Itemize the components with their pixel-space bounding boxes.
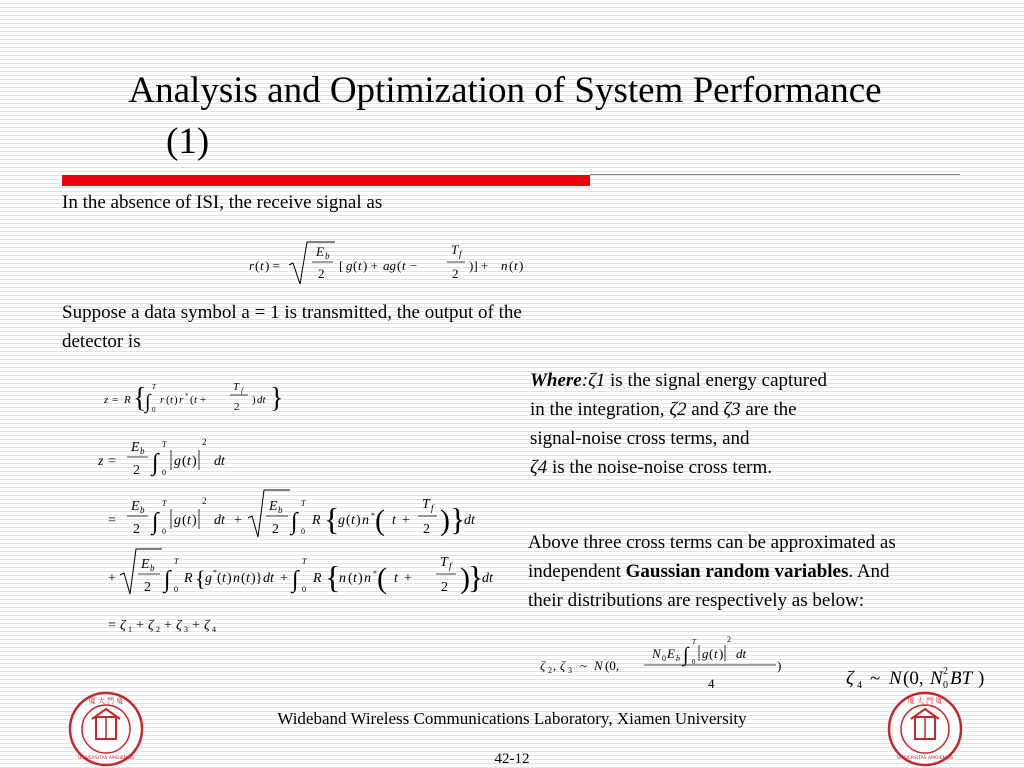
svg-text:0: 0 (692, 658, 696, 666)
svg-text:n: n (362, 513, 369, 528)
svg-text:2: 2 (318, 266, 325, 281)
svg-text:{: { (324, 501, 340, 537)
svg-text:*: * (213, 568, 217, 577)
svg-text:(: ( (375, 504, 385, 537)
svg-text:t: t (187, 513, 191, 528)
svg-text:1: 1 (128, 625, 132, 634)
svg-text:dt: dt (257, 394, 266, 406)
svg-text:dt: dt (263, 571, 274, 586)
svg-text:*: * (371, 511, 375, 520)
svg-text:3: 3 (184, 625, 188, 634)
svg-text:2: 2 (133, 463, 140, 478)
where-line4-end: is the noise-noise cross term. (547, 457, 772, 478)
seal-chars-left: 厦 大 門 厦 (88, 697, 124, 705)
svg-text:): ) (719, 646, 724, 661)
svg-text:+: + (136, 618, 144, 633)
svg-text:): ) (358, 571, 363, 586)
svg-text:f: f (241, 387, 243, 395)
svg-text:(: ( (509, 258, 514, 273)
svg-text:=: = (108, 618, 116, 633)
svg-text:+: + (164, 618, 172, 633)
svg-text:): ) (192, 454, 197, 469)
svg-text:=: = (108, 454, 116, 469)
above-line2-start: independent (528, 561, 626, 582)
svg-text:g: g (205, 571, 212, 586)
svg-text:t: t (246, 571, 250, 586)
zeta3-symbol: ζ3 (723, 399, 741, 420)
svg-text:E: E (316, 244, 324, 259)
where-line3: signal-noise cross terms, and (530, 428, 750, 449)
svg-text:0: 0 (662, 654, 666, 663)
svg-text:z: z (98, 454, 104, 469)
svg-text:)] +: )] + (469, 258, 489, 273)
svg-text:2: 2 (727, 635, 731, 644)
svg-text:2: 2 (202, 437, 207, 447)
svg-text:t: t (194, 394, 198, 406)
svg-text:ζ: ζ (560, 658, 566, 673)
svg-text:ζ: ζ (176, 618, 182, 633)
equation-zeta23-distribution (536, 630, 796, 692)
svg-text:dt: dt (482, 571, 493, 586)
svg-text:(0,: (0, (605, 658, 620, 673)
svg-text:=: = (112, 394, 119, 406)
svg-text:b: b (140, 446, 145, 456)
svg-text:f: f (459, 249, 462, 259)
svg-text:4: 4 (212, 625, 216, 634)
zeta4-symbol: ζ4 (530, 457, 548, 478)
svg-text:dt: dt (736, 646, 747, 661)
svg-text:t: t (222, 571, 226, 586)
svg-text:*: * (185, 392, 189, 400)
svg-text:f: f (431, 503, 434, 513)
svg-text:): ) (777, 658, 782, 673)
where-line2 (530, 395, 950, 424)
svg-text:T: T (301, 499, 306, 508)
svg-text:+: + (402, 513, 410, 528)
svg-text:{: { (133, 383, 147, 414)
suppose-text-line1: Suppose a data symbol a = 1 is transmitted, the output of the (62, 302, 522, 323)
svg-text:+: + (108, 571, 116, 586)
svg-text:2: 2 (202, 496, 207, 506)
svg-text:(: ( (166, 394, 170, 406)
svg-text:N: N (889, 668, 902, 689)
svg-text:t: t (714, 646, 718, 661)
svg-text:b: b (676, 654, 680, 663)
svg-text:T: T (692, 638, 696, 646)
svg-text:3: 3 (568, 666, 572, 675)
svg-text:r: r (179, 394, 184, 406)
svg-text:∫: ∫ (291, 509, 298, 535)
svg-text:): ) (460, 562, 470, 595)
svg-text:b: b (325, 251, 330, 261)
svg-text:∫: ∫ (292, 567, 299, 593)
svg-text:~: ~ (580, 658, 588, 673)
svg-text:): ) (174, 394, 178, 406)
svg-text:): ) (227, 571, 232, 586)
svg-text:(: ( (217, 571, 222, 586)
zeta1-symbol: ζ1 (588, 370, 606, 391)
svg-text:r: r (249, 258, 255, 273)
svg-text:dt: dt (214, 454, 225, 469)
where-line1: Where:ζ1 is the signal energy captured (530, 370, 828, 391)
svg-text:0: 0 (152, 406, 156, 414)
where-label: Where (530, 370, 582, 391)
svg-text:g: g (174, 454, 181, 469)
svg-text:): ) (978, 668, 985, 689)
svg-text:): ) (356, 513, 361, 528)
svg-text:T: T (440, 555, 448, 570)
svg-text:(: ( (255, 258, 260, 273)
seal-text-left: UNIVERSITAS AMOIENSIS (77, 756, 135, 761)
svg-text:t: t (394, 571, 398, 586)
svg-text:=: = (108, 513, 116, 528)
svg-text:2: 2 (156, 625, 160, 634)
equation-detector-output (100, 374, 300, 424)
svg-text:0: 0 (162, 527, 166, 536)
svg-text:(: ( (709, 646, 714, 661)
svg-text:~: ~ (870, 668, 881, 689)
svg-text:dt: dt (464, 513, 475, 528)
svg-text:g: g (174, 513, 181, 528)
svg-text:(: ( (348, 571, 353, 586)
svg-text:T: T (302, 557, 307, 566)
svg-text:R: R (124, 394, 131, 406)
svg-text:*: * (373, 569, 377, 578)
svg-text:E: E (269, 499, 278, 514)
svg-text:R: R (184, 571, 193, 586)
svg-text:2: 2 (452, 266, 459, 281)
svg-text:): ) (440, 504, 450, 537)
svg-text:∫: ∫ (164, 567, 171, 593)
svg-text:∫: ∫ (152, 450, 159, 476)
svg-text:}: } (270, 383, 284, 414)
and-word: and (686, 399, 724, 420)
svg-text:g: g (702, 646, 709, 661)
svg-text:ζ: ζ (148, 618, 154, 633)
svg-text:4: 4 (857, 680, 862, 691)
svg-text:+: + (404, 571, 412, 586)
svg-text:2: 2 (133, 522, 140, 537)
svg-text:E: E (131, 440, 140, 455)
above-line1: Above three cross terms can be approximated as (528, 532, 896, 553)
footer-lab-name: Wideband Wireless Communications Laboratory, Xiamen University (277, 709, 747, 728)
svg-text:): ) (192, 513, 197, 528)
svg-text:2: 2 (423, 522, 430, 537)
svg-text:)}: )} (251, 571, 263, 586)
svg-text:(: ( (190, 394, 194, 406)
svg-text:t: t (351, 513, 355, 528)
intro-text: In the absence of ISI, the receive signal as (62, 192, 383, 213)
svg-text:T: T (152, 383, 156, 391)
svg-text:z: z (104, 394, 109, 406)
equation-expanded-output (92, 432, 512, 637)
svg-text:(: ( (182, 454, 187, 469)
above-line2 (528, 557, 1024, 586)
svg-text:+: + (192, 618, 200, 633)
svg-text:(: ( (182, 513, 187, 528)
svg-text:2: 2 (144, 580, 151, 595)
svg-text:4: 4 (708, 676, 715, 691)
svg-text:T: T (174, 557, 179, 566)
slide-title: Analysis and Optimization of System Performance (128, 70, 882, 111)
svg-text:(: ( (377, 562, 387, 595)
svg-text:N: N (594, 658, 603, 673)
svg-text:r: r (160, 394, 165, 406)
svg-text:,: , (553, 658, 557, 673)
svg-text:T: T (451, 242, 459, 257)
svg-text:+: + (200, 394, 207, 406)
svg-text:(0,: (0, (903, 668, 924, 689)
title-divider-line (590, 174, 960, 175)
zeta2-symbol: ζ2 (669, 399, 687, 420)
svg-text:{: { (195, 566, 206, 591)
svg-text:+: + (280, 571, 288, 586)
svg-text:dt: dt (214, 513, 225, 528)
svg-text:ζ: ζ (540, 658, 546, 673)
svg-text:T: T (422, 497, 430, 512)
svg-text:0: 0 (174, 585, 178, 594)
above-line3: their distributions are respectively as below: (528, 590, 865, 611)
where-line4 (530, 453, 950, 482)
svg-text:0: 0 (301, 527, 305, 536)
equation-zeta4-distribution (844, 660, 1024, 692)
seal-chars-right: 厦 大 門 厦 (907, 697, 943, 705)
svg-text:E: E (131, 499, 140, 514)
svg-text:(: ( (353, 258, 358, 273)
svg-text:}: } (468, 559, 484, 595)
svg-text:−: − (410, 258, 418, 273)
above-line2-end: . And (848, 561, 890, 582)
seal-text-right: UNIVERSITAS AMOIENSIS (896, 756, 954, 761)
svg-text:t: t (402, 258, 406, 273)
svg-text:b: b (278, 505, 283, 515)
svg-text:+: + (234, 513, 242, 528)
svg-text:f: f (449, 561, 452, 571)
svg-text:n: n (501, 258, 508, 273)
svg-text:): ) (519, 258, 524, 273)
svg-text:) =: ) = (265, 258, 280, 273)
svg-text:0: 0 (302, 585, 306, 594)
svg-text:T: T (162, 440, 167, 449)
svg-text:b: b (150, 563, 155, 573)
svg-text:{: { (325, 559, 341, 595)
svg-text:t: t (514, 258, 518, 273)
svg-text:n: n (364, 571, 371, 586)
page-number: 42-12 (494, 751, 530, 767)
svg-text:(: ( (241, 571, 246, 586)
svg-text:t: t (170, 394, 174, 406)
svg-text:∫: ∫ (145, 391, 151, 413)
suppose-text-line2: detector is (62, 331, 141, 352)
where-block (530, 366, 950, 482)
svg-text:}: } (450, 501, 466, 537)
where-line2-start: in the integration, (530, 399, 670, 420)
svg-text:t: t (358, 258, 362, 273)
svg-text:2: 2 (441, 580, 448, 595)
svg-text:R: R (312, 513, 321, 528)
svg-text:N: N (930, 668, 943, 689)
svg-text:n: n (339, 571, 346, 586)
slide-title-line2: (1) (166, 121, 210, 162)
svg-text:): ) (252, 394, 256, 406)
svg-text:ζ: ζ (120, 618, 126, 633)
svg-text:T: T (233, 381, 240, 393)
svg-text:E: E (141, 557, 150, 572)
svg-text:0: 0 (943, 680, 948, 691)
svg-text:n: n (233, 571, 240, 586)
zeta1-description: is the signal energy captured (605, 370, 828, 391)
svg-text:2: 2 (943, 666, 948, 677)
where-line2-end: are the (740, 399, 797, 420)
svg-text:2: 2 (548, 666, 552, 675)
svg-text:[: [ (339, 258, 344, 273)
svg-text:BT: BT (950, 668, 973, 689)
svg-text:∫: ∫ (152, 509, 159, 535)
svg-text:ζ: ζ (846, 668, 854, 689)
above-block (528, 528, 1024, 615)
svg-text:E: E (667, 646, 675, 661)
svg-text:T: T (162, 499, 167, 508)
svg-text:ζ: ζ (204, 618, 210, 633)
svg-text:t: t (353, 571, 357, 586)
svg-text:ag: ag (383, 258, 396, 273)
svg-text:R: R (313, 571, 322, 586)
svg-text:(: ( (346, 513, 351, 528)
svg-text:N: N (652, 646, 661, 661)
svg-text:t: t (187, 454, 191, 469)
svg-text:2: 2 (234, 401, 240, 413)
svg-text:t: t (392, 513, 396, 528)
title-accent-bar (62, 175, 590, 186)
svg-text:t: t (260, 258, 264, 273)
svg-text:2: 2 (272, 522, 279, 537)
svg-text:b: b (140, 505, 145, 515)
svg-text:g: g (338, 513, 345, 528)
equation-received-signal (245, 238, 545, 290)
svg-text:g: g (346, 258, 353, 273)
svg-text:(: ( (397, 258, 402, 273)
svg-text:∫: ∫ (683, 644, 689, 666)
svg-text:) +: ) + (363, 258, 378, 273)
gaussian-emphasis: Gaussian random variables (625, 561, 849, 582)
svg-text:0: 0 (162, 468, 166, 477)
